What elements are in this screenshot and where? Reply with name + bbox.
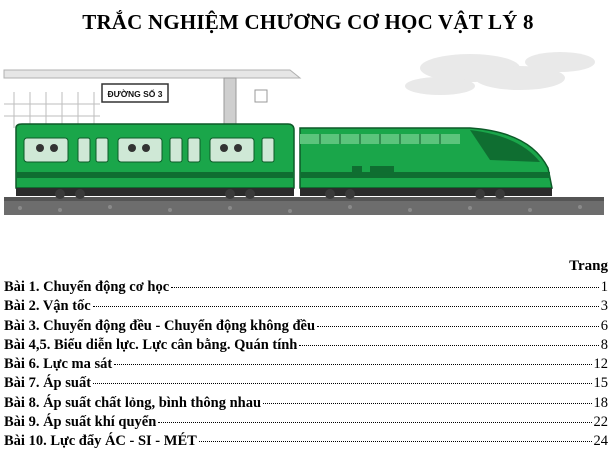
toc-entry[interactable]	[4, 279, 608, 298]
toc-entry-page: 12	[593, 356, 608, 373]
toc-entry[interactable]	[4, 337, 608, 356]
toc-entry[interactable]	[4, 433, 608, 452]
toc-leader-dots	[158, 422, 591, 423]
toc-entry-page: 8	[600, 336, 608, 353]
toc-leader-dots	[299, 345, 598, 346]
train-locomotive	[300, 128, 552, 196]
toc-entry-title: Bài 6. Lực ma sát	[4, 356, 113, 373]
toc-leader-dots	[93, 383, 591, 384]
toc-leader-dots	[171, 287, 599, 288]
station-canopy	[4, 70, 300, 130]
toc-entry-page: 22	[593, 414, 608, 431]
toc-entry-title: Bài 4,5. Biểu diễn lực. Lực cân bằng. Quán tính	[4, 336, 298, 353]
toc-entry-title: Bài 3. Chuyển động đều - Chuyển động không đều	[4, 317, 316, 334]
toc-entry-title: Bài 9. Áp suất khí quyển	[4, 414, 157, 431]
toc-entry-title: Bài 2. Vận tốc	[4, 298, 91, 315]
toc-entry-page: 15	[593, 375, 608, 392]
toc-leader-dots	[114, 364, 591, 365]
toc-entry-title: Bài 8. Áp suất chất lỏng, bình thông nhau	[4, 394, 262, 411]
toc-entry-page: 18	[593, 394, 608, 411]
toc-entry-title: Bài 7. Áp suất	[4, 375, 92, 392]
toc-entry[interactable]	[4, 318, 608, 337]
cloud-icon	[405, 52, 595, 95]
rail	[4, 197, 604, 201]
toc-leader-dots	[317, 326, 599, 327]
toc-leader-dots	[93, 306, 599, 307]
station-sign-text: ĐƯỜNG SỐ 3	[107, 89, 163, 99]
toc-entry-title: Bài 1. Chuyển động cơ học	[4, 279, 170, 295]
toc-entry-page: 1	[600, 279, 608, 295]
toc-entry-page: 24	[593, 433, 608, 450]
toc-entry-title: Bài 10. Lực đẩy ÁC - SI - MÉT	[4, 433, 197, 450]
document-title: TRẮC NGHIỆM CHƯƠNG CƠ HỌC VẬT LÝ 8	[82, 10, 534, 34]
toc-leader-dots	[263, 403, 591, 404]
train-car-rear	[16, 124, 294, 196]
toc-entry[interactable]	[4, 356, 608, 375]
gravel	[4, 201, 604, 215]
toc-entry-page: 6	[600, 317, 608, 334]
toc-entry-page: 3	[600, 298, 608, 315]
toc-entry[interactable]	[4, 414, 608, 433]
train-illustration	[0, 48, 616, 228]
toc-entry[interactable]	[4, 375, 608, 394]
table-of-contents	[4, 279, 608, 453]
toc-leader-dots	[199, 441, 592, 442]
toc-entry[interactable]	[4, 298, 608, 317]
toc-entry[interactable]	[4, 395, 608, 414]
toc-page-header: Trang	[569, 258, 608, 274]
